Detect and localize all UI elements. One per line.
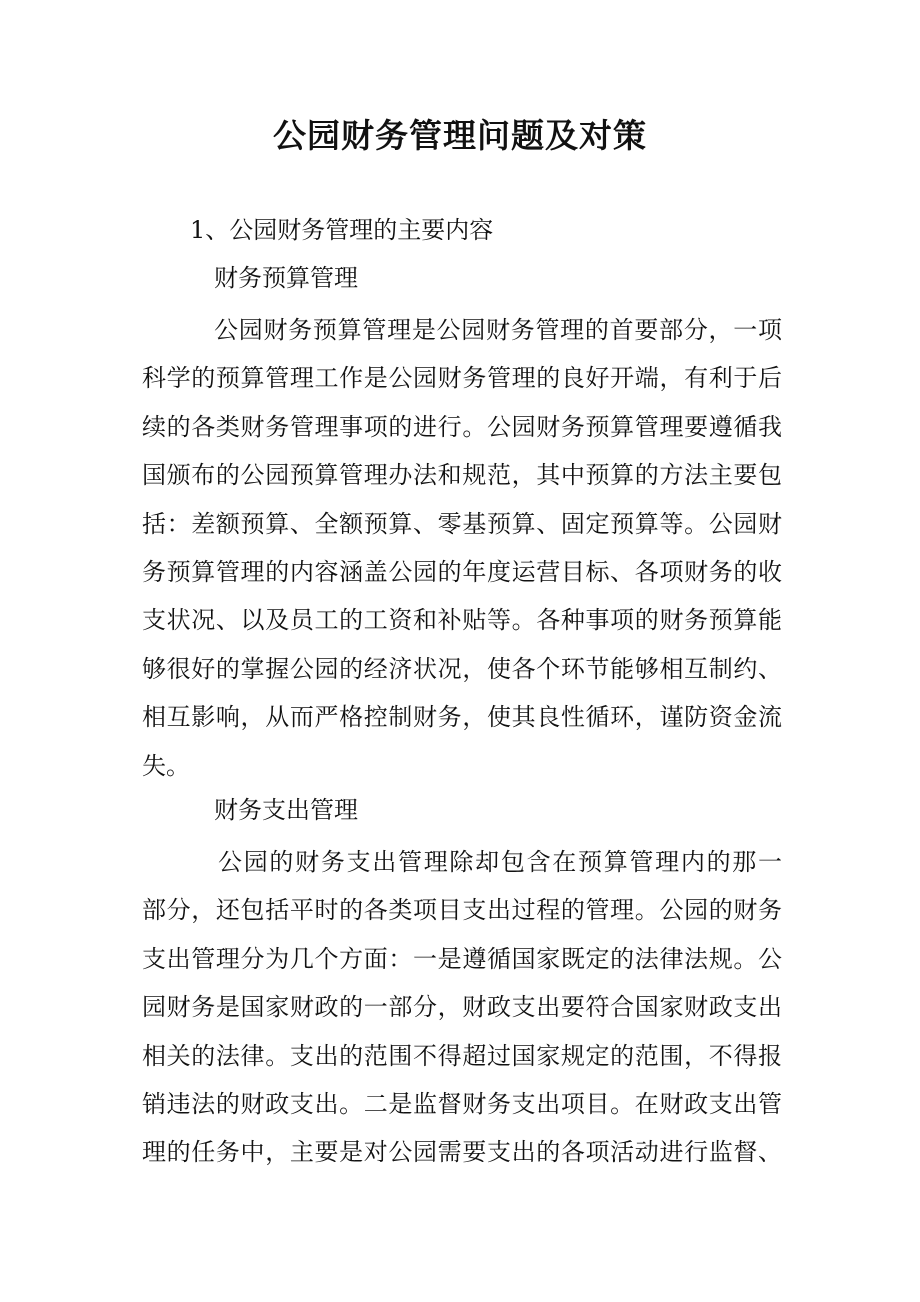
paragraph-line: 销违法的财政支出。二是监督财务支出项目。在财政支出管: [142, 1089, 782, 1118]
paragraph-line: 括：差额预算、全额预算、零基预算、固定预算等。公园财: [142, 509, 782, 538]
paragraph-line: 公园的财务支出管理除却包含在预算管理内的那一: [218, 848, 782, 876]
paragraph-line: 理的任务中，主要是对公园需要支出的各项活动进行监督、: [142, 1138, 782, 1167]
paragraph-line: 支状况、以及员工的工资和补贴等。各种事项的财务预算能: [142, 606, 782, 635]
subsection-heading-budget: 财务预算管理: [214, 264, 358, 292]
paragraph-line: 部分，还包括平时的各类项目支出过程的管理。公园的财务: [142, 896, 782, 925]
paragraph-expenditure: [142, 838, 782, 1177]
paragraph-line: 国颁布的公园预算管理办法和规范，其中预算的方法主要包: [142, 461, 782, 490]
paragraph-line: 公园财务预算管理是公园财务管理的首要部分，一项: [214, 316, 782, 344]
paragraph-line: 务预算管理的内容涵盖公园的年度运营目标、各项财务的收: [142, 557, 782, 586]
paragraph-line: 支出管理分为几个方面：一是遵循国家既定的法律法规。公: [142, 944, 782, 973]
paragraph-line: 失。: [142, 751, 190, 780]
subsection-heading-expenditure: 财务支出管理: [214, 796, 358, 824]
paragraph-line: 园财务是国家财政的一部分，财政支出要符合国家财政支出: [142, 993, 782, 1022]
paragraph-line: 科学的预算管理工作是公园财务管理的良好开端，有利于后: [142, 364, 782, 393]
paragraph-line: 相关的法律。支出的范围不得超过国家规定的范围，不得报: [142, 1041, 782, 1070]
paragraph-line: 相互影响，从而严格控制财务，使其良性循环，谨防资金流: [142, 703, 782, 732]
paragraph-budget: [142, 306, 782, 790]
paragraph-line: 续的各类财务管理事项的进行。公园财务预算管理要遵循我: [142, 412, 782, 441]
document-title: 公园财务管理问题及对策: [273, 116, 647, 155]
paragraph-line: 够很好的掌握公园的经济状况，使各个环节能够相互制约、: [142, 654, 782, 683]
section-heading: 1、公园财务管理的主要内容: [190, 216, 494, 244]
